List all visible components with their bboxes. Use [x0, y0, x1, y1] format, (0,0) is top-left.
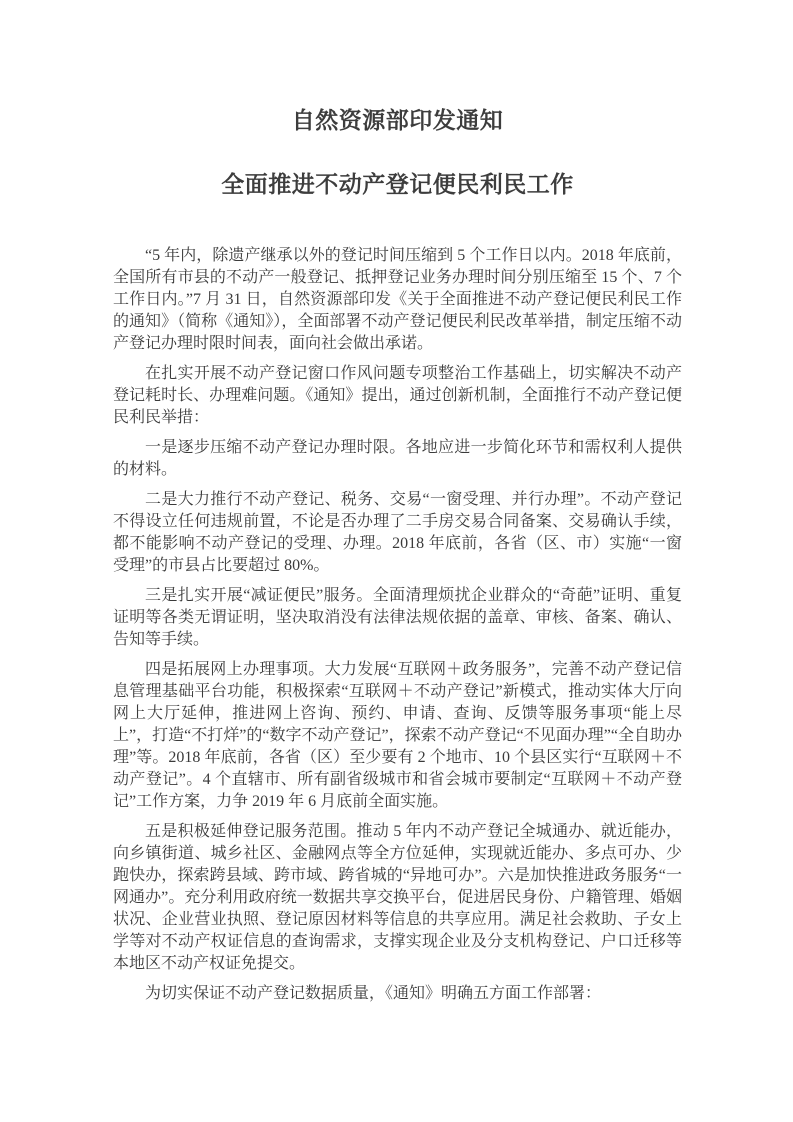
document-body — [113, 245, 682, 1005]
paragraph-measure-1: 一是逐步压缩不动产登记办理时限。各地应进一步简化环节和需权利人提供的材料。 — [113, 439, 682, 478]
paragraph-measure-3: 三是扎实开展“减证便民”服务。全面清理烦扰企业群众的“奇葩”证明、重复证明等各类无谓证明，坚决取消没有法律法规依据的盖章、审核、备案、确认、告知等手续。 — [113, 587, 682, 648]
paragraph-intro-quote: “5 年内，除遗产继承以外的登记时间压缩到 5 个工作日以内。2018 年底前，全国所有市县的不动产一般登记、抵押登记业务办理时间分别压缩至 15 个、7 个工作日内。”7 月 31 日，自然资源部印发《关于全面推进不动产登记便民利民工作的通知》（简称《通知》），全面部署不动产登记便民利民改革举措，制定压缩不动产登记办理时限时间表，面向社会做出承诺。 — [113, 247, 682, 352]
paragraph-measure-5-6: 五是积极延伸登记服务范围。推动 5 年内不动产登记全城通办、就近能办，向乡镇街道、城乡社区、金融网点等全方位延伸，实现就近能办、多点可办、少跑快办，探索跨县域、跨市域、跨省城的“异地可办”。六是加快推进政务服务“一网通办”。充分利用政府统一数据共享交换平台，促进居民身份、户籍管理、婚姻状况、企业营业执照、登记原因材料等信息的共享应用。满足社会救助、子女上学等对不动产权证信息的查询需求，支撑实现企业及分支机构登记、户口迁移等本地区不动产权证免提交。 — [113, 823, 682, 972]
document-title: 自然资源部印发通知 — [291, 107, 504, 133]
paragraph-closing: 为切实保证不动产登记数据质量，《通知》明确五方面工作部署： — [145, 985, 602, 1002]
paragraph-background: 在扎实开展不动产登记窗口作风问题专项整治工作基础上，切实解决不动产登记耗时长、办理难问题。《通知》提出，通过创新机制，全面推行不动产登记便民利民举措： — [113, 365, 682, 426]
paragraph-measure-4: 四是拓展网上办理事项。大力发展“互联网＋政务服务”，完善不动产登记信息管理基础平台功能，积极探索“互联网＋不动产登记”新模式，推动实体大厅向网上大厅延伸，推进网上咨询、预约、申请、查询、反馈等服务事项“能上尽上”，打造“不打烊”的“数字不动产登记”，探索不动产登记“不见面办理”“全自助办理”等。2018 年底前，各省（区）至少要有 2 个地市、10 个县区实行“互联网＋不动产登记”。4 个直辖市、所有副省级城市和省会城市要制定“互联网＋不动产登记”工作方案，力争 2019 年 6 月底前全面实施。 — [113, 661, 682, 810]
document-subtitle: 全面推进不动产登记便民利民工作 — [221, 171, 574, 197]
paragraph-measure-2: 二是大力推行不动产登记、税务、交易“一窗受理、并行办理”。不动产登记不得设立任何违规前置，不论是否办理了二手房交易合同备案、交易确认手续，都不能影响不动产登记的受理、办理。2018 年底前，各省（区、市）实施“一窗受理”的市县占比要超过 80%。 — [113, 491, 682, 574]
